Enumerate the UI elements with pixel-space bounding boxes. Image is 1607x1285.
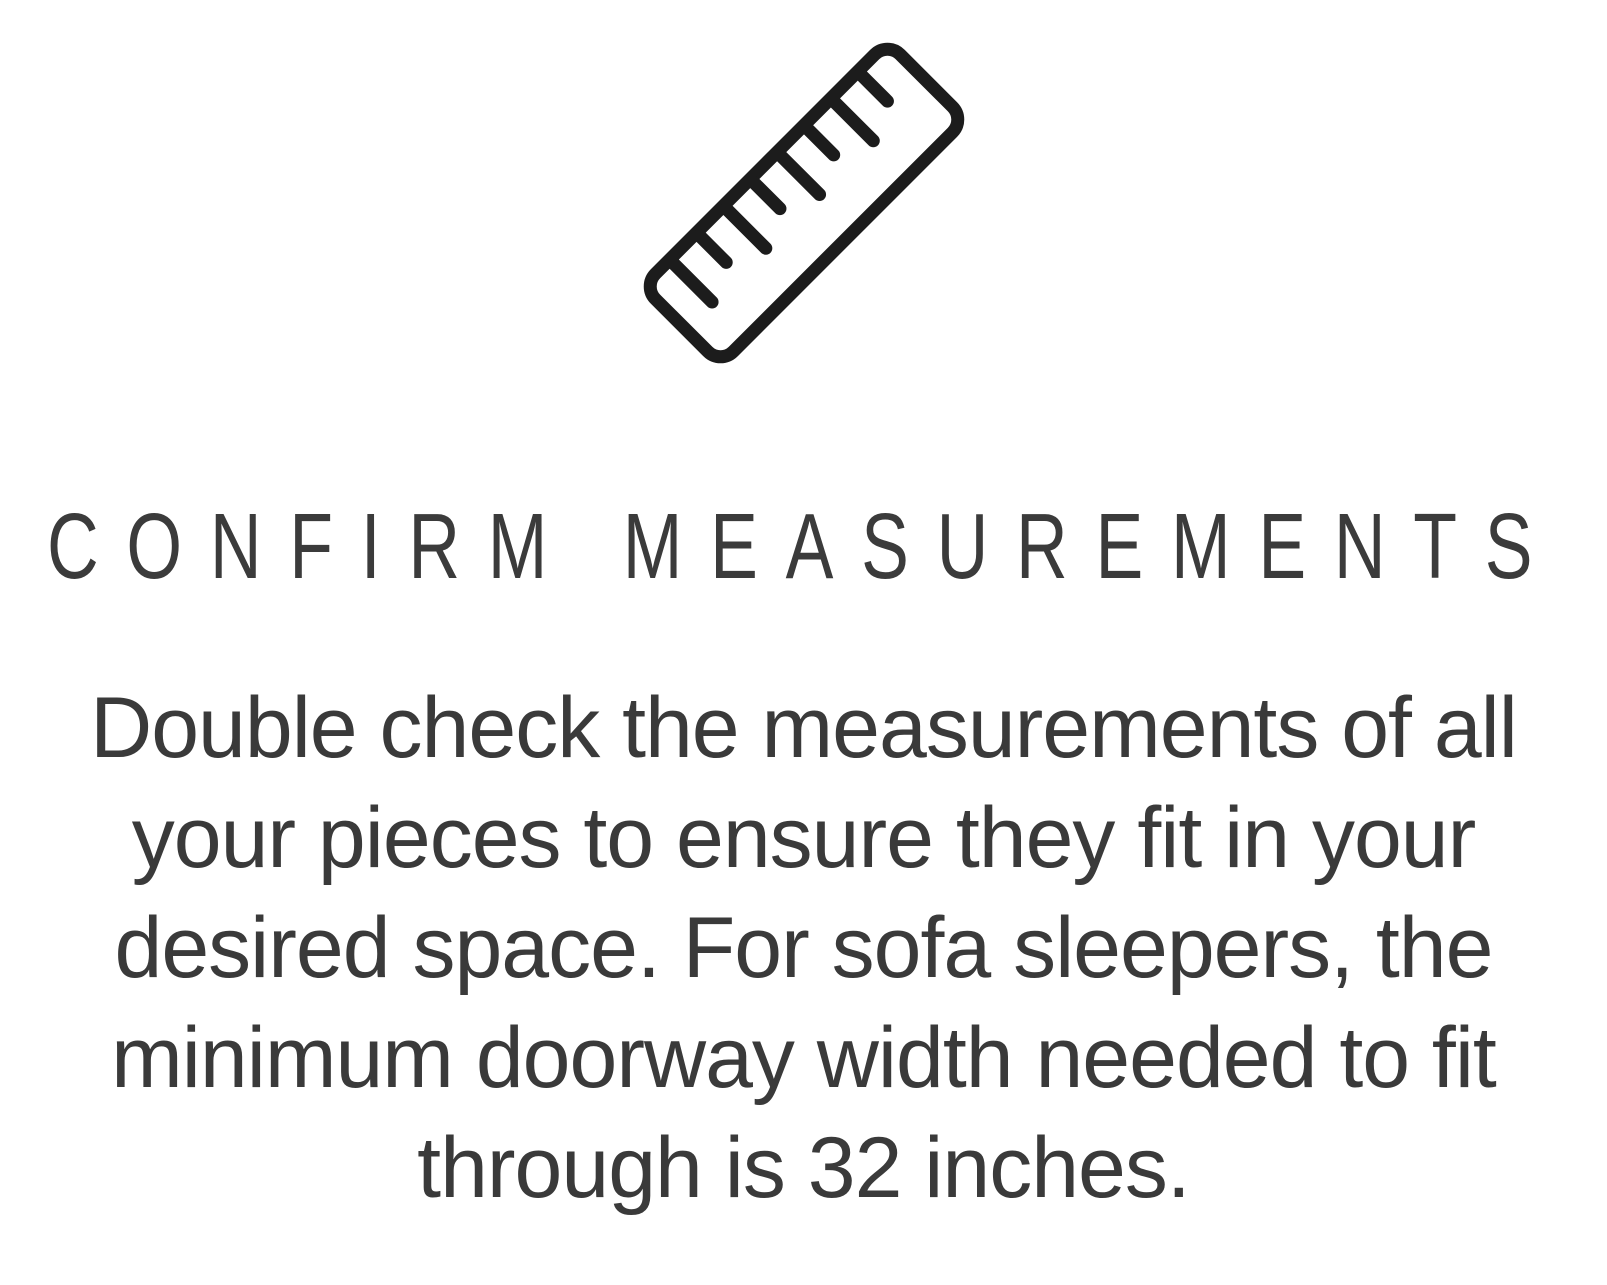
ruler-icon xyxy=(639,38,969,368)
description-line: through is 32 inches. xyxy=(417,1120,1190,1216)
description-line: Double check the measurements of all xyxy=(90,680,1517,776)
description-line: desired space. For sofa sleepers, the xyxy=(114,900,1493,996)
description-line: minimum doorway width needed to fit xyxy=(111,1010,1496,1106)
description-line: your pieces to ensure they fit in your xyxy=(131,790,1476,886)
section-title: CONFIRM MEASUREMENTS xyxy=(46,494,1561,598)
section-description xyxy=(90,673,1517,1223)
